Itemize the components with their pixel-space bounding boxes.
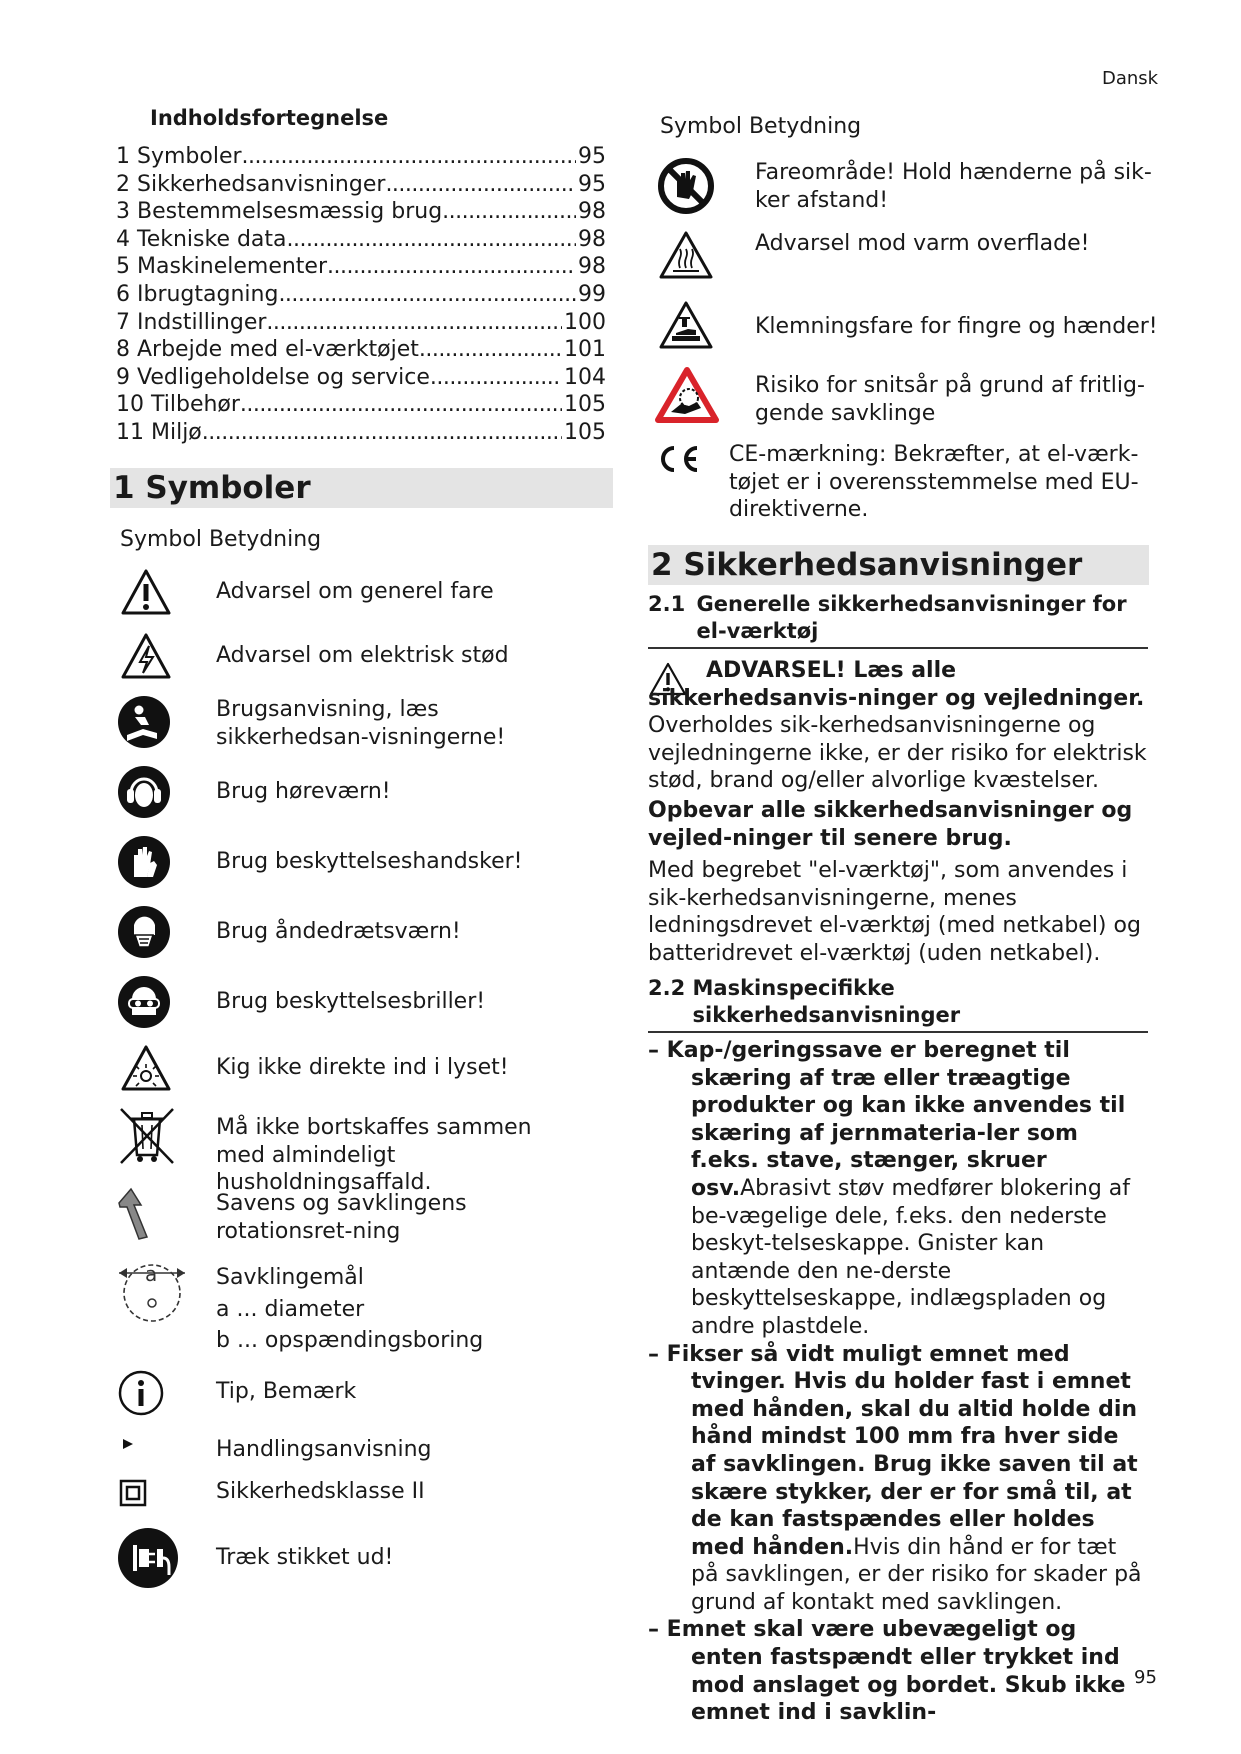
toc-entry (116, 364, 606, 392)
toc-entry-label: 8 Arbejde med el-værktøjet (116, 337, 419, 363)
toc-entry (116, 391, 606, 419)
toc-entry-label: 10 Tilbehør (116, 392, 240, 418)
bullet-dash: – (648, 1038, 667, 1063)
symbol-text: Savklingemål (216, 1265, 364, 1290)
electric-shock-warning-icon (118, 630, 174, 682)
symbol-text: Brug beskyttelsesbriller! (216, 989, 486, 1014)
symbol-column-header: Symbol Betydning (120, 527, 322, 552)
toc-entry-page: 101 (564, 337, 606, 363)
toc-entry (116, 419, 606, 447)
warning-paragraph (648, 657, 1148, 795)
symbol-text: Klemningsfare for fingre og hænder! (755, 314, 1158, 339)
toc-entry (116, 198, 606, 226)
ear-protection-icon (116, 764, 172, 820)
symbol-text: Tip, Bemærk (216, 1379, 357, 1404)
subsection-title: Generelle sikkerhedsanvisninger for el-værktøj (696, 592, 1127, 643)
laser-warning-icon (118, 1042, 174, 1094)
definition-paragraph: Med begrebet "el-værktøj", som anvendes i sik-kerhedsanvisningerne, menes ledningsdrevet el-værktøj (med netkabel) og batteridrevet el-værktøj (uden netkabel). (648, 858, 1141, 966)
bullet-bold-text: Fikser så vidt muligt emnet med tvinger. Hvis du holder fast i emnet med hånden, skal du altid holde din hånd mindst 100 mm fra hver side af savklingen. Brug ikke saven til at skære stykker, der er for små til, at de kan fastspændes eller holdes med hånden. (666, 1341, 1138, 1560)
toc-entry-label: 11 Miljø (116, 419, 202, 445)
rule (648, 647, 1148, 649)
toc-entry-page: 100 (564, 309, 606, 335)
symbol-column-header: Symbol Betydning (660, 114, 862, 139)
rotation-arrow-icon (116, 1186, 162, 1242)
language-label: Dansk (1102, 68, 1159, 89)
toc-entry (116, 309, 606, 337)
toc-entry-page: 98 (578, 199, 606, 225)
subsection-title: Maskinspecifikke sikkerhedsanvisninger (692, 976, 961, 1027)
symbol-text: Fareområde! Hold hænderne på sik-ker afstand! (755, 160, 1152, 213)
bullet-bold-text: Emnet skal være ubevægeligt og enten fastspændt eller trykket ind mod anslaget og bordet. Skub ikke emnet ind i savklin- (666, 1617, 1126, 1726)
toc-entry-page: 95 (578, 171, 606, 197)
toc-entry-page: 99 (578, 281, 606, 307)
toc-entry (116, 253, 606, 281)
subsection-number: 2.2 (648, 976, 686, 1000)
symbol-subtext: b ... opspændingsboring (216, 1328, 484, 1353)
toc-entry-label: 2 Sikkerhedsanvisninger (116, 171, 386, 197)
toc-leader-dots (202, 419, 562, 447)
crushing-hands-icon (656, 298, 716, 352)
toc-entry (116, 281, 606, 309)
bullet-item (648, 1341, 1148, 1617)
toc-leader-dots (287, 226, 576, 254)
symbol-text: Brug beskyttelseshandsker! (216, 849, 523, 874)
subsection-2-1-heading (648, 591, 1146, 645)
symbol-text: CE-mærkning: Bekræfter, at el-værk-tøjet er i overensstemmelse med EU-direktiverne. (729, 442, 1139, 523)
symbol-text: Sikkerhedsklasse II (216, 1479, 425, 1504)
toc-entry-page: 104 (564, 364, 606, 390)
subsection-number: 2.1 (648, 592, 686, 616)
toc-leader-dots (266, 309, 562, 337)
toc-entry (116, 143, 606, 171)
symbol-text: Advarsel mod varm overflade! (755, 231, 1090, 256)
toc-entry-label: 4 Tekniske data (116, 226, 287, 252)
bullet-bold-text: Kap-/geringssave er beregnet til skæring af træ eller træagtige produkter og kan ikke anvendes til skæring af jernmateria-ler som f.eks. stave, stænger, skruer osv. (666, 1038, 1126, 1201)
page-number: 95 (1134, 1667, 1157, 1688)
toc-entry-label: 7 Indstillinger (116, 309, 267, 335)
toc-leader-dots (442, 198, 576, 226)
bullet-text: Abrasivt støv medfører blokering af be-vægelige dele, f.eks. den nederste beskyt-telseskappe. Gnister kan antænde den ne-derste beskyttelseskappe, indlægspladen og andre plastdele. (691, 1175, 1131, 1339)
symbol-text: Brug høreværn! (216, 779, 391, 804)
toc-entry (116, 336, 606, 364)
warning-bold: ADVARSEL! Læs alle sikkerhedsanvis-ninger og vejledninger. (648, 658, 1145, 711)
bullet-dash: – (648, 1617, 667, 1643)
bullet-text: Hvis din hånd er for tæt på savklingen, er der risiko for skader på grund af kontakt med savklingen. (691, 1534, 1142, 1615)
symbol-text: Brug åndedrætsværn! (216, 919, 461, 944)
symbol-text: Risiko for snitsår på grund af fritlig-gende savklinge (755, 373, 1145, 426)
toc-leader-dots (327, 253, 576, 281)
table-of-contents (116, 143, 606, 447)
toc-entry-label: 5 Maskinelementer (116, 254, 328, 280)
toc-entry-page: 95 (578, 144, 606, 169)
toc-entry-page: 105 (564, 419, 606, 445)
symbol-text: Handlingsanvisning (216, 1437, 432, 1462)
toc-entry-label: 1 Symboler (116, 144, 242, 169)
toc-entry-label: 3 Bestemmelsesmæssig brug (116, 199, 443, 225)
crossed-bin-icon (116, 1104, 178, 1168)
toc-leader-dots (240, 391, 562, 419)
keep-instructions: Opbevar alle sikkerhedsanvisninger og vejled-ninger til senere brug. (648, 798, 1133, 851)
respirator-icon (116, 904, 172, 960)
read-manual-icon (116, 694, 172, 750)
safety-goggles-icon (116, 974, 172, 1030)
protective-gloves-icon (116, 834, 172, 890)
symbol-subtext: a ... diameter (216, 1297, 365, 1322)
protection-class-2-icon (118, 1478, 148, 1508)
toc-entry (116, 171, 606, 199)
hot-surface-icon (656, 228, 716, 282)
section-2-heading: 2 Sikkerhedsanvisninger (648, 545, 1149, 585)
toc-leader-dots (278, 281, 576, 309)
warning-text: Overholdes sik-kerhedsanvisningerne og vejledningerne ikke, er der risiko for elektrisk stød, brand og/eller alvorlige kvæstelser. (648, 713, 1147, 794)
toc-entry-label: 6 Ibrugtagning (116, 281, 279, 307)
symbol-text: Må ikke bortskaffes sammen med almindeligt husholdningsaffald. (216, 1115, 532, 1196)
blade-dimensions-icon (114, 1254, 190, 1328)
toc-title: Indholdsfortegnelse (150, 106, 389, 130)
toc-entry-page: 105 (564, 392, 606, 418)
action-triangle-icon (118, 1434, 138, 1454)
toc-entry-page: 98 (578, 254, 606, 280)
toc-entry-label: 9 Vedligeholdelse og service (116, 364, 430, 390)
symbol-text: Savens og savklingens rotationsret-ning (216, 1191, 467, 1244)
info-icon (116, 1368, 166, 1418)
ce-mark-icon (654, 442, 702, 476)
toc-entry (116, 226, 606, 254)
subsection-2-2-heading (648, 975, 1146, 1029)
toc-leader-dots (419, 336, 562, 364)
symbol-text: Kig ikke direkte ind i lyset! (216, 1055, 509, 1080)
bullet-item (648, 1037, 1148, 1341)
unplug-icon (116, 1526, 180, 1590)
general-warning-icon (118, 566, 174, 618)
toc-entry-page: 98 (578, 226, 606, 252)
symbol-text: Advarsel om elektrisk stød (216, 643, 509, 668)
bullet-item (648, 1616, 1148, 1726)
symbol-text: Advarsel om generel fare (216, 579, 494, 604)
toc-leader-dots (385, 171, 576, 199)
keep-hands-away-icon (656, 156, 716, 216)
symbol-text: Brugsanvisning, læs sikkerhedsan-visningerne! (216, 697, 506, 750)
cut-hazard-icon (654, 364, 720, 426)
symbol-text: Træk stikket ud! (216, 1545, 394, 1570)
toc-leader-dots (242, 143, 576, 171)
bullet-list (648, 1037, 1148, 1727)
section-1-heading: 1 Symboler (110, 468, 613, 508)
svg-text:a: a (145, 1262, 158, 1286)
rule (648, 1031, 1148, 1033)
bullet-dash: – (648, 1341, 667, 1367)
toc-leader-dots (430, 364, 562, 392)
